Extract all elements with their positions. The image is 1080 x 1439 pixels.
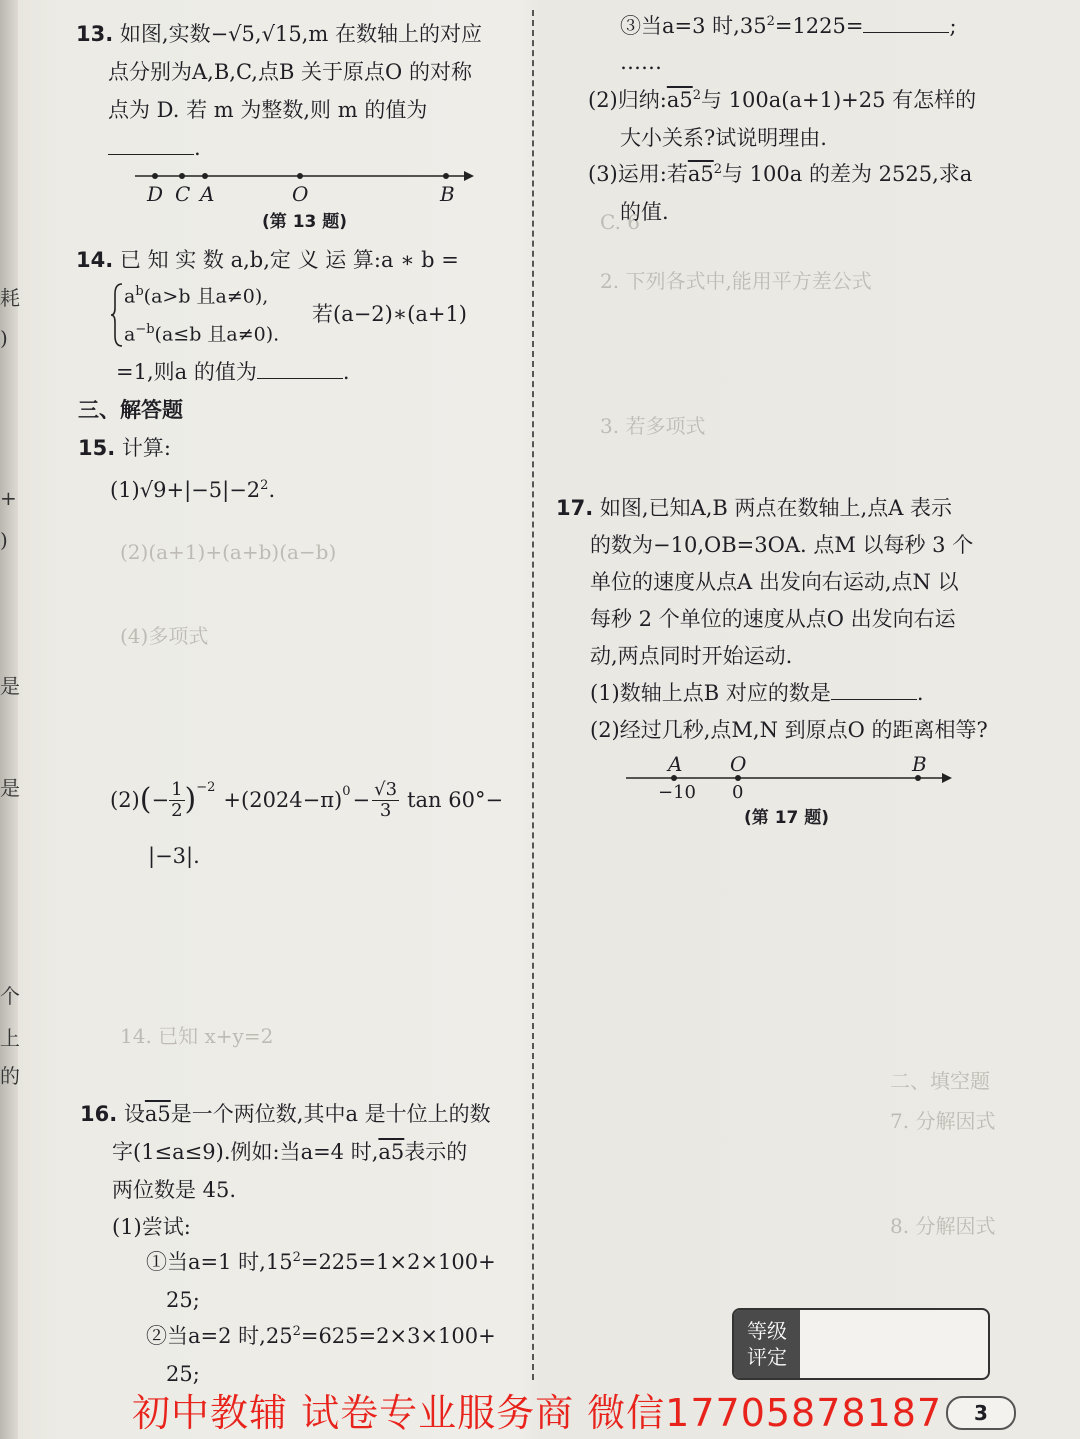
q16-dots: …… — [620, 50, 662, 74]
q14-line1: 14. 已 知 实 数 a,b,定 义 运 算:a ∗ b = — [76, 248, 459, 272]
margin-char: ) — [0, 326, 8, 350]
q16-try: (1)尝试: — [112, 1215, 191, 1239]
q14-case1: $a^b(a>b$ 且a≠0), — [124, 284, 269, 308]
point-label: B — [440, 182, 455, 206]
q16-item2-line2: 25; — [166, 1362, 200, 1386]
q14-condition: 若(a−2)∗(a+1) — [312, 302, 467, 326]
margin-char: 个 — [0, 984, 20, 1008]
q13-caption: (第 13 题) — [262, 212, 348, 232]
axis-value: 0 — [732, 782, 744, 803]
point-label: B — [912, 752, 927, 776]
q15-part1: $(1)√9+|-5|-2^2$. — [110, 478, 276, 502]
q17-line4: 每秒 2 个单位的速度从点O 出发向右运 — [590, 607, 956, 631]
q16-part2-line2: 大小关系?试说明理由. — [620, 126, 827, 150]
q16-item2: ②当a=2 时$,25^2=625=2\times 3\times 100+$ — [146, 1324, 496, 1348]
q17-line2: 的数为−10,OB=3OA. 点M 以每秒 3 个 — [590, 533, 974, 557]
margin-char: 耗 — [0, 286, 20, 310]
q15-part2: (2) ( − $\frac{1}{2}$ ) −2 +(2024−π) 0 − $\frac{√3}{3}$ tan 60°− — [110, 779, 504, 821]
margin-char: ) — [0, 528, 8, 552]
column-divider — [532, 10, 534, 1380]
previous-page-edge — [0, 0, 18, 1439]
fraction: $\frac{1}{2}$ — [171, 779, 183, 821]
q16-part2: (2)归纳$:a5^2$与 100a(a+1)+25 有怎样的 — [588, 88, 977, 112]
bleed-through: (4)多项式 — [120, 624, 209, 648]
q15-part2-line2: |−3|. — [148, 844, 200, 868]
bleed-through: 14. 已知 x+y=2 — [120, 1024, 274, 1048]
q16-item3: ③当a=3 时$,35^2=1225=$ ; — [620, 14, 957, 38]
axis-value: −10 — [658, 782, 696, 803]
q16-part3: (3)运用:若$a5^2$与 100a 的差为 2525,求a — [588, 162, 973, 186]
margin-char: 上 — [0, 1026, 20, 1050]
bleed-through: 3. 若多项式 — [600, 414, 706, 438]
q17-line5: 动,两点同时开始运动. — [590, 644, 793, 668]
q14-line3: =1,则a 的值为 . — [116, 360, 350, 384]
q13-line3: 点为 D. 若 m 为整数,则 m 的值为 — [108, 98, 428, 122]
section-title: 三、解答题 — [78, 398, 183, 422]
margin-char: 的 — [0, 1064, 20, 1088]
q16-item1-line2: 25; — [166, 1288, 200, 1312]
fraction: $\frac{√3}{3}$ — [374, 779, 398, 821]
grade-box — [732, 1308, 990, 1380]
margin-char: + — [0, 486, 17, 510]
point-label: D — [147, 182, 164, 206]
q16-line3: 两位数是 45. — [112, 1178, 237, 1202]
q16-item1: ①当a=1 时$,15^2=225=1\times 2\times 100+$ — [146, 1250, 496, 1274]
margin-char: 是 — [0, 776, 20, 800]
point-label: O — [730, 752, 747, 776]
bleed-through: (2)(a+1)+(a+b)(a−b) — [120, 540, 337, 564]
q17-line1: 17. 如图,已知A,B 两点在数轴上,点A 表示 — [556, 496, 953, 520]
page-number: 3 — [946, 1396, 1016, 1430]
answer-blank — [863, 14, 949, 33]
q17-part1: (1)数轴上点B 对应的数是 . — [590, 681, 924, 705]
bleed-through: 二、填空题 — [890, 1069, 990, 1093]
bleed-through: 2. 下列各式中,能用平方差公式 — [600, 269, 872, 293]
q15-line1: 15. 计算: — [78, 436, 171, 460]
q17-part2: (2)经过几秒,点M,N 到原点O 的距离相等? — [590, 718, 988, 742]
bleed-through: C. 6 — [600, 210, 641, 234]
grade-label: 等级 评定 — [734, 1310, 800, 1378]
q14-case2: $a^{-b}(a\le b$ 且a≠0). — [124, 322, 280, 346]
q17-caption: (第 17 题) — [744, 808, 830, 828]
watermark: 初中教辅 试卷专业服务商 微信17705878187 — [132, 1391, 943, 1435]
q16-line1: 16. 设a5是一个两位数,其中a 是十位上的数 — [80, 1102, 491, 1126]
point-label: A — [200, 182, 215, 206]
q13-line1: 13. 如图,实数−√5,√15,m 在数轴上的对应 — [76, 22, 482, 46]
point-label: A — [668, 752, 683, 776]
q17-line3: 单位的速度从点A 出发向右运动,点N 以 — [590, 570, 959, 594]
brace-icon — [110, 282, 124, 348]
bleed-through: 8. 分解因式 — [890, 1214, 996, 1238]
point-label: C — [175, 182, 191, 206]
q13-line4: . — [108, 136, 201, 161]
answer-blank — [831, 681, 917, 700]
bleed-through: 7. 分解因式 — [890, 1109, 996, 1133]
q13-line2: 点分别为A,B,C,点B 关于原点O 的对称 — [108, 60, 472, 84]
answer-blank — [108, 136, 194, 155]
point-label: O — [292, 182, 309, 206]
answer-blank — [257, 360, 343, 379]
q16-line2: 字(1≤a≤9).例如:当a=4 时,a5表示的 — [112, 1140, 468, 1164]
q16-part3-line2: 的值. — [620, 200, 669, 224]
margin-char: 是 — [0, 674, 20, 698]
